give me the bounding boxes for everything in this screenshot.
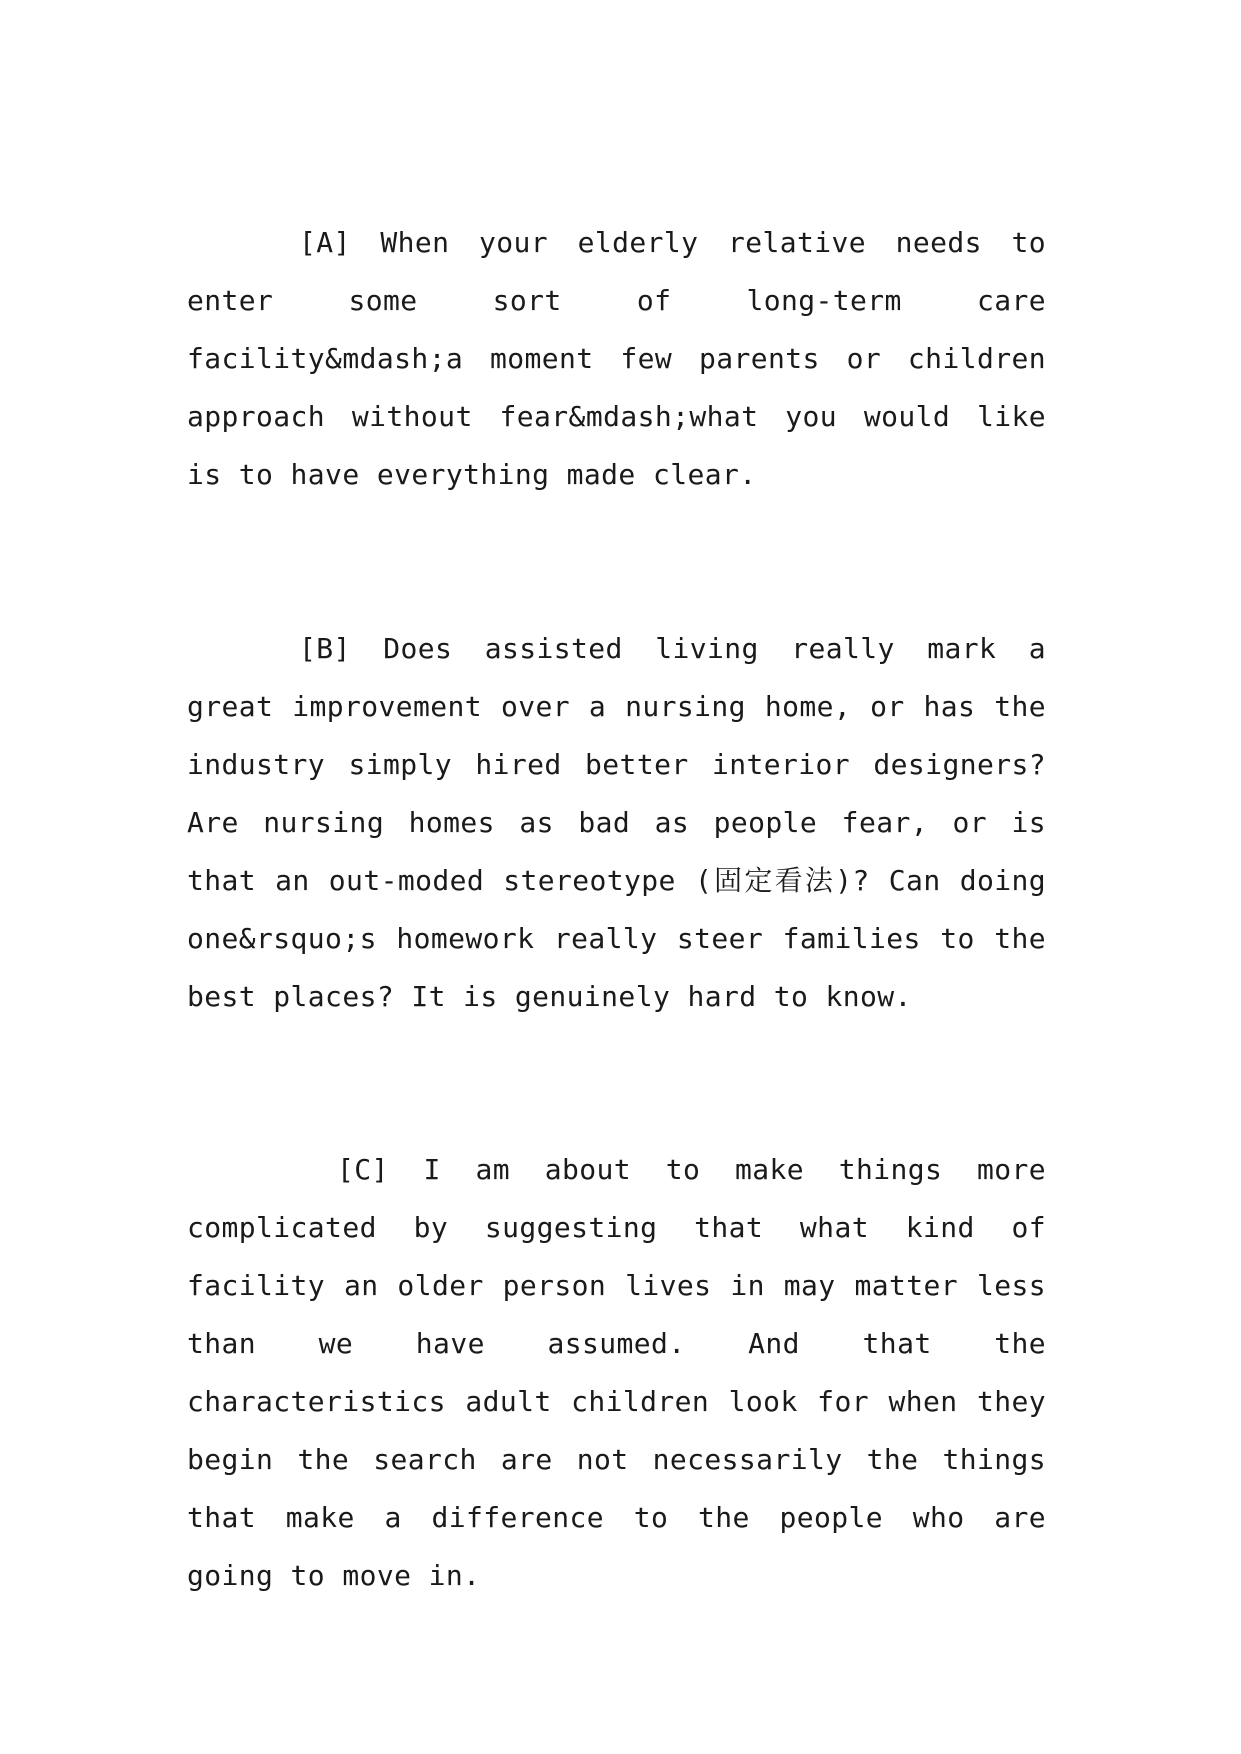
paragraph-c: [C] I am about to make things more complicated by suggesting that what kind of facility an older person lives in may matter less than we have assumed. And that the characteristics adult children look for when they begin the search are not necessarily the things that make a difference to the people who are going to move in.	[187, 1153, 1046, 1592]
paragraph-a: [A] When your elderly relative needs to enter some sort of long-term care facility&mdash;a moment few parents or children approach without fear&mdash;what you would like is to have everything made clear.	[187, 226, 1046, 491]
paragraph-b: [B] Does assisted living really mark a great improvement over a nursing home, or has the industry simply hired better interior designers? Are nursing homes as bad as people fear, or is that an out-moded stereotype (固定看法)? Can doing one&rsquo;s homework really steer families to the best places? It is genuinely hard to know.	[187, 632, 1046, 1013]
